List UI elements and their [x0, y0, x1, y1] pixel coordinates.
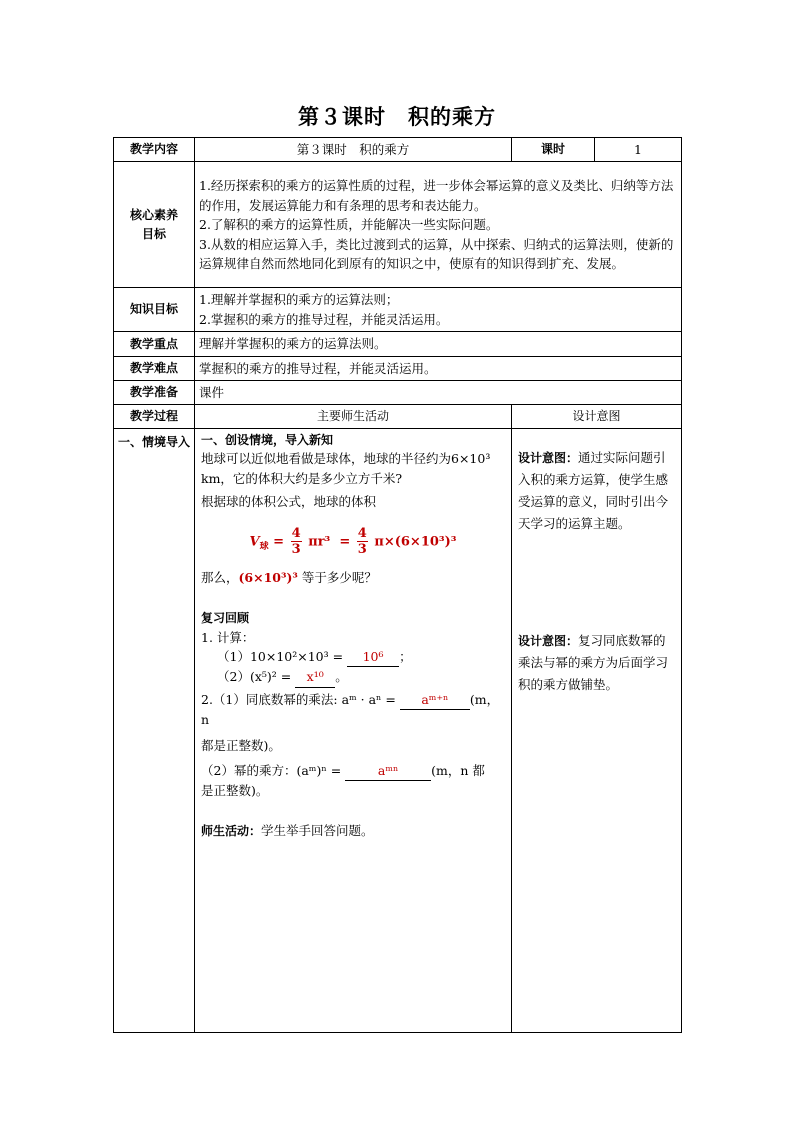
- review-title: 复习回顾: [201, 611, 250, 626]
- rule2-answer: aᵐⁿ: [345, 761, 431, 781]
- core-item: 3.从数的相应运算入手，类比过渡到式的运算，从中探索、归纳式的运算法则，使新的运算规律自然而然地同化到原有的知识之中，使原有的知识得到扩充、发展。: [199, 236, 674, 271]
- rule1-suffix: (m，n: [201, 691, 500, 728]
- knowledge-item: 1.理解并掌握积的乘方的运算法则；: [199, 292, 399, 308]
- rule2-suffix: (m，n 都: [431, 762, 485, 778]
- knowledge-item: 2.掌握积的乘方的推导过程，并能灵活运用。: [199, 311, 449, 327]
- calc2-prefix: （2）(x⁵)² =: [217, 669, 292, 685]
- lesson-plan-table: [113, 137, 682, 1033]
- content-value: 第３课时 积的乘方: [195, 138, 512, 162]
- then-question: [201, 568, 505, 587]
- rule1-prefix: 2.（1）同底数幂的乘法: aᵐ · aⁿ =: [201, 691, 396, 707]
- teacher-label: 师生活动：: [201, 823, 262, 838]
- key-label: 教学重点: [114, 332, 195, 356]
- intent1-label: 设计意图：: [518, 450, 579, 465]
- then-suffix: 等于多少呢？: [301, 569, 377, 585]
- rule2-cont: 是正整数)。: [201, 783, 269, 799]
- activity-question: 地球可以近似地看做是球体，地球的半径约为6×10³ km，它的体积大约是多少立方千米?: [201, 451, 491, 486]
- calc1-prefix: （1）10×10²×10³ =: [217, 649, 344, 665]
- then-prefix: 那么，: [201, 569, 239, 585]
- formula-v: V: [249, 534, 260, 550]
- knowledge-label: 知识目标: [114, 288, 195, 332]
- intent2-label: 设计意图：: [518, 634, 579, 649]
- calc-item-1: [201, 647, 505, 667]
- formula-intro: 根据球的体积公式，地球的体积: [201, 494, 377, 510]
- volume-formula: [201, 526, 505, 558]
- intent-header: 设计意图: [512, 405, 682, 429]
- core-label-line1: 核心素养: [129, 208, 178, 223]
- row-key-point: [114, 332, 682, 356]
- activity-header: 主要师生活动: [195, 405, 512, 429]
- formula-fraction: [291, 526, 302, 558]
- intent2-text: 复习同底数幂的乘法与幂的乘方为后面学习积的乘方做铺垫。: [518, 633, 669, 693]
- key-value: 理解并掌握积的乘方的运算法则。: [195, 332, 682, 356]
- rule2-prefix: （2）幂的乘方：(aᵐ)ⁿ =: [201, 762, 342, 778]
- row-process-header: [114, 405, 682, 429]
- core-item: 1.经历探索积的乘方的运算性质的过程，进一步体会幂运算的意义及类比、归纳等方法的作用，发展运算能力和有条理的思考和表达能力。: [199, 178, 674, 213]
- teacher-activity: [201, 821, 505, 841]
- calc1-answer: 10⁶: [347, 647, 399, 667]
- rule-1: [201, 690, 505, 730]
- fraction-numerator: 4: [291, 525, 301, 541]
- difficulty-value: 掌握积的乘方的推导过程，并能灵活运用。: [195, 356, 682, 380]
- knowledge-goals: [195, 288, 682, 332]
- fraction-denominator: 3: [291, 542, 301, 558]
- calc-item-2: [201, 667, 505, 687]
- formula-sub: 球: [259, 541, 269, 552]
- stage-label: 一、情境导入: [114, 428, 195, 1032]
- core-label-line2: 目标: [141, 226, 166, 241]
- rule1-cont: 都是正整数)。: [201, 737, 281, 753]
- intent-1: [518, 447, 675, 535]
- rule1-answer: aᵐ⁺ⁿ: [400, 690, 470, 710]
- rule-2: [201, 761, 505, 781]
- row-content: [114, 138, 682, 162]
- page-title: 第３课时 积的乘方: [298, 104, 496, 129]
- calc2-suffix: 。: [335, 669, 348, 685]
- row-preparation: [114, 380, 682, 404]
- period-value: 1: [595, 138, 682, 162]
- teacher-text: 学生举手回答问题。: [261, 822, 374, 838]
- row-stage-intro: [114, 428, 682, 1032]
- fraction-denominator-2: 3: [357, 542, 367, 558]
- prep-label: 教学准备: [114, 380, 195, 404]
- core-item: 2.了解积的乘方的运算性质，并能解决一些实际问题。: [199, 217, 499, 233]
- row-core-goals: [114, 162, 682, 288]
- period-label: 课时: [512, 138, 595, 162]
- formula-eq-2: =: [339, 534, 351, 550]
- activity-heading: 一、创设情境，导入新知: [201, 432, 334, 447]
- intent-cell: [512, 428, 682, 1032]
- prep-value: 课件: [195, 380, 682, 404]
- activity-cell: [195, 428, 512, 1032]
- formula-pr: πr³: [308, 534, 331, 550]
- row-difficulty: [114, 356, 682, 380]
- calc2-answer: x¹⁰: [295, 667, 335, 687]
- difficulty-label: 教学难点: [114, 356, 195, 380]
- calc1-suffix: ；: [399, 649, 412, 665]
- row-knowledge: [114, 288, 682, 332]
- intent-2: [518, 630, 675, 696]
- content-label: 教学内容: [114, 138, 195, 162]
- core-goals: [195, 162, 682, 288]
- calc-title: 1. 计算：: [201, 629, 255, 645]
- fraction-numerator-2: 4: [357, 525, 367, 541]
- formula-eq: =: [273, 534, 285, 550]
- formula-tail: π×(6×10³)³: [374, 534, 457, 550]
- then-expr: (6×10³)³: [238, 569, 298, 585]
- formula-fraction-2: [357, 526, 368, 558]
- core-label: [114, 162, 195, 288]
- intent1-text: 通过实际问题引入积的乘方运算，使学生感受运算的意义，同时引出今天学习的运算主题。: [518, 449, 669, 531]
- process-label: 教学过程: [114, 405, 195, 429]
